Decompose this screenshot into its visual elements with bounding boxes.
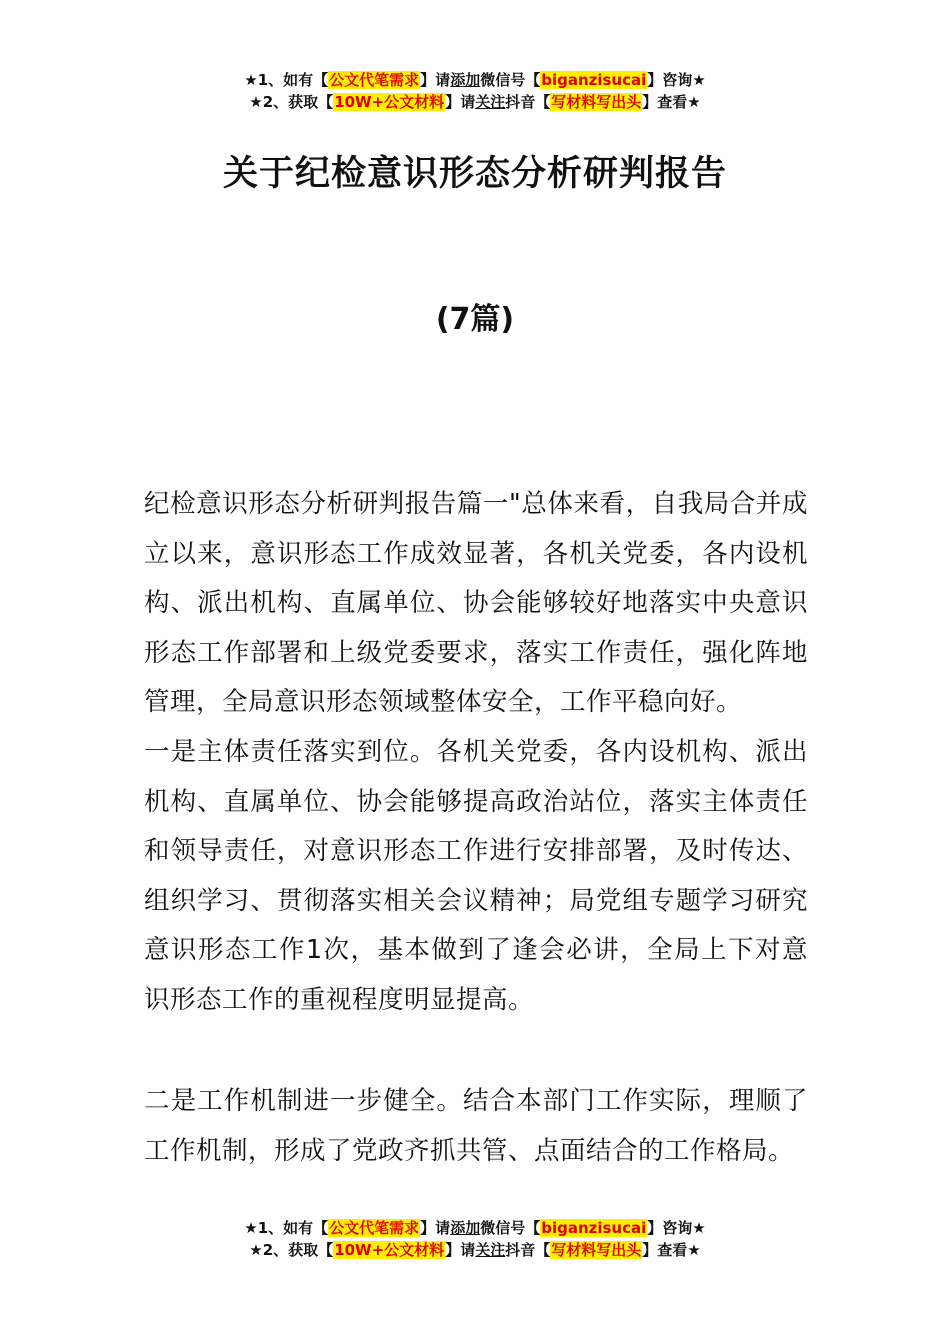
promo-highlight: 公文代笔需求	[329, 1219, 420, 1237]
promo-highlight: 写材料写出头	[551, 1241, 642, 1259]
promo-highlight: 公文代笔需求	[329, 71, 420, 89]
promo-highlight: biganzisucai	[541, 1219, 647, 1237]
promo-line-1: ★1、如有【公文代笔需求】请添加微信号【biganzisucai】咨询★	[244, 71, 706, 89]
body-paragraph-1: 纪检意识形态分析研判报告篇一"总体来看，自我局合并成立以来，意识形态工作成效显著，各机关党委，各内设机构、派出机构、直属单位、协会能够较好地落实中央意识形态工作部署和上级党委要求，落实工作责任，强化阵地管理，全局意识形态领域整体安全，工作平稳向好。	[144, 489, 808, 718]
promo-line-2: ★2、获取【10W+公文材料】请关注抖音【写材料写出头】查看★	[249, 1241, 701, 1259]
promo-highlight: 10W+公文材料	[334, 93, 445, 111]
promo-highlight: biganzisucai	[541, 71, 647, 89]
promo-highlight: 10W+公文材料	[334, 1241, 445, 1259]
promo-highlight: 写材料写出头	[551, 93, 642, 111]
promo-line-2: ★2、获取【10W+公文材料】请关注抖音【写材料写出头】查看★	[249, 93, 701, 111]
header-promo-banner	[0, 69, 950, 113]
document-title: 关于纪检意识形态分析研判报告	[222, 154, 727, 194]
promo-line-1: ★1、如有【公文代笔需求】请添加微信号【biganzisucai】咨询★	[244, 1219, 706, 1237]
document-subtitle: (7篇)	[435, 302, 515, 337]
body-paragraph-2: 一是主体责任落实到位。各机关党委，各内设机构、派出机构、直属单位、协会能够提高政治站位，落实主体责任和领导责任，对意识形态工作进行安排部署，及时传达、组织学习、贯彻落实相关会议精神；局党组专题学习研究意识形态工作1次，基本做到了逢会必讲，全局上下对意识形态工作的重视程度明显提高。	[144, 737, 808, 1015]
footer-promo-banner	[0, 1217, 950, 1261]
body-paragraph-3: 二是工作机制进一步健全。结合本部门工作实际，理顺了工作机制，形成了党政齐抓共管、点面结合的工作格局。	[144, 1086, 808, 1166]
